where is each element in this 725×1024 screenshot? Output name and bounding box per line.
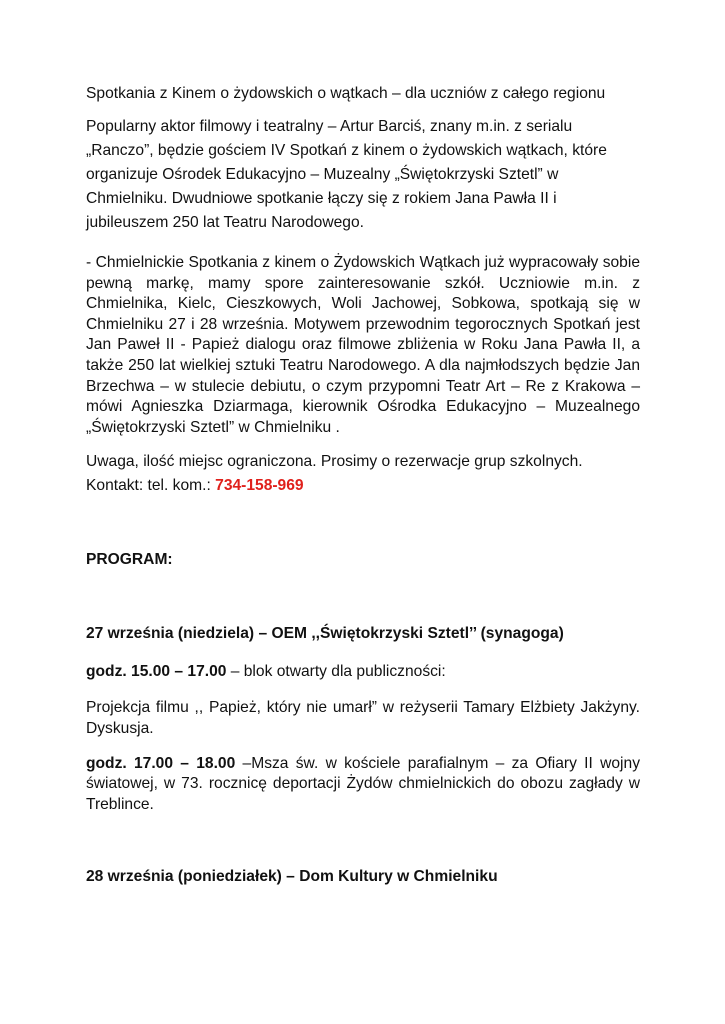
slot2-text: –Msza św. w kościele parafialnym – za Ofiary II wojny światowej, w 73. rocznicę deportacji Żydów chmielnickich do obozu zagłady w Treblince. xyxy=(86,754,640,813)
program-heading: PROGRAM: xyxy=(86,551,173,569)
contact-paragraph xyxy=(86,450,640,498)
film-paragraph: Projekcja filmu ,, Papież, który nie umarł” w reżyserii Tamary Elżbiety Jakżyny. Dyskusja. xyxy=(86,699,640,737)
day2-heading: 28 września (poniedziałek) – Dom Kultury w Chmielniku xyxy=(86,868,498,886)
slot1-time: godz. 15.00 – 17.00 xyxy=(86,663,227,681)
day1-slot1 xyxy=(86,660,640,684)
contact-text: Uwaga, ilość miejsc ograniczona. Prosimy o rezerwacje grup szkolnych. Kontakt: tel. kom.: xyxy=(86,453,583,495)
document-page xyxy=(86,82,640,889)
day1-heading: 27 września (niedziela) – OEM ,,Świętokrzyski Sztetl’’ (synagoga) xyxy=(86,625,564,643)
phone-number: 734-158-969 xyxy=(215,477,304,495)
slot2-time: godz. 17.00 – 18.00 xyxy=(86,754,236,772)
day1-slot2 xyxy=(86,754,640,816)
document-title: Spotkania z Kinem o żydowskich o wątkach – dla uczniów z całego regionu xyxy=(86,85,606,102)
intro-paragraph: Popularny aktor filmowy i teatralny – Artur Barciś, znany m.in. z serialu „Ranczo”, będzie gościem IV Spotkań z kinem o żydowskich wątkach, które organizuje Ośrodek Edukacyjno – Muzealny „Świętokrzyski Sztetl” w Chmielniku. Dwudniowe spotkanie łączy się z rokiem Jana Pawła II i jubileuszem 250 lat Teatru Narodowego. xyxy=(86,118,607,231)
quote-paragraph: - Chmielnickie Spotkania z kinem o Żydowskich Wątkach już wypracowały sobie pewną markę, mamy spore zainteresowanie szkół. Uczniowie m.in. z Chmielnika, Kielc, Cieszkowych, Woli Jachowej, Sobkowa, spotkają się w Chmielniku 27 i 28 września. Motywem przewodnim tegorocznych Spotkań jest Jan Paweł II - Papież dialogu oraz filmowe zbliżenia w Roku Jana Pawła II, a także 250 lat wielkiej sztuki Teatru Narodowego. A dla najmłodszych będzie Jan Brzechwa – w stulecie debiutu, o czym przypomni Teatr Art – Re z Krakowa – mówi Agnieszka Dziarmaga, kierownik Ośrodka Edukacyjno – Muzealnego „Świętokrzyski Sztetl” w Chmielniku . xyxy=(86,254,640,436)
slot1-text: – blok otwarty dla publiczności: xyxy=(226,663,446,681)
